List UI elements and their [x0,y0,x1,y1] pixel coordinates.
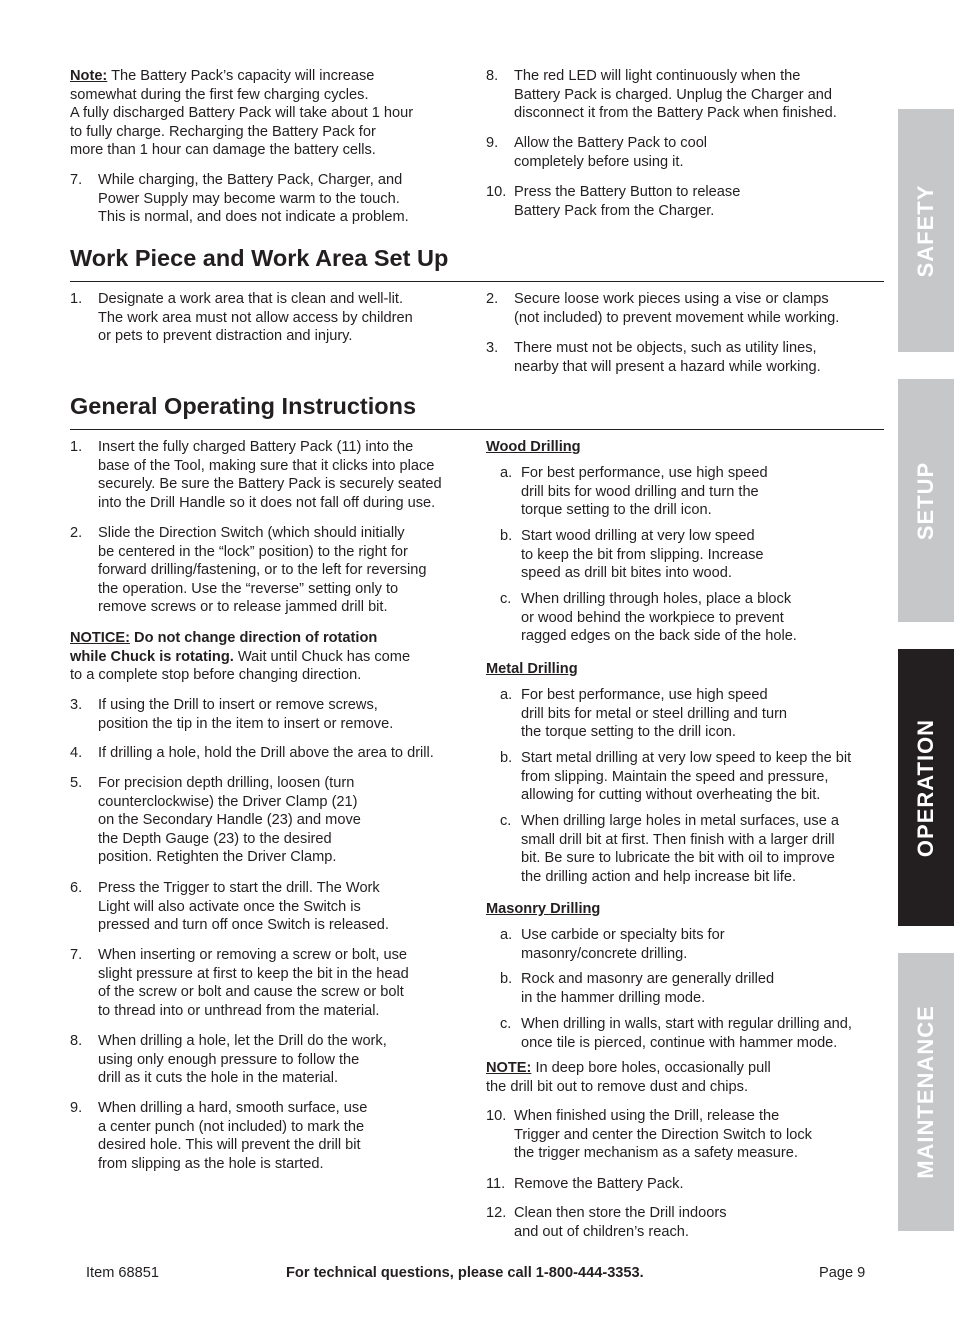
section-heading-work-area: Work Piece and Work Area Set Up [70,245,449,271]
item-number: 1. [70,439,83,455]
item-number: 3. [70,697,83,713]
item-number: 6. [70,880,83,896]
item-line: the Depth Gauge (23) to the desired [98,830,332,847]
tab-label: SAFETY [913,184,938,277]
item-line: masonry/concrete drilling. [521,945,688,962]
item-line: remove screws or to release jammed drill bit. [98,599,388,616]
item-letter: a. [500,687,513,703]
item-line: Press the Battery Button to release [514,184,741,200]
item-line: to thread into or unthread from the material. [98,1002,380,1019]
notice-line: to a complete stop before changing direction. [70,667,362,684]
section-divider [70,281,884,282]
item-line: Use carbide or specialty bits for [521,927,725,943]
footer-page-number: Page 9 [819,1265,866,1281]
item-number: 11. [486,1176,506,1192]
item-line: a center punch (not included) to mark the [98,1118,365,1135]
item-number: 3. [486,340,499,356]
item-line: Battery Pack from the Charger. [514,202,715,219]
item-line: Allow the Battery Pack to cool [514,135,708,151]
section-heading-general: General Operating Instructions [70,393,417,419]
item-letter: b. [500,971,513,987]
item-line: into the Drill Handle so it does not fall off during use. [98,494,436,511]
item-line: When drilling a hard, smooth surface, use [98,1100,368,1116]
subheading-masonry-drilling: Masonry Drilling [486,901,601,917]
note-line: In deep bore holes, occasionally pull [531,1060,771,1076]
item-number: 4. [70,745,83,761]
note-label: Note: [70,68,108,84]
item-line: When drilling through holes, place a block [521,591,792,607]
item-number: 9. [486,135,499,151]
item-number: 7. [70,947,83,963]
item-line: When drilling a hole, let the Drill do the work, [98,1033,387,1049]
note-deep-bore [486,1059,886,1096]
notice-line: Wait until Chuck has come [233,648,411,665]
item-line: Insert the fully charged Battery Pack (11) into the [98,439,414,455]
tab-maintenance[interactable] [898,953,954,1231]
item-line: There must not be objects, such as utility lines, [514,340,817,356]
item-number: 8. [486,68,499,84]
item-line: once tile is pierced, continue with hammer mode. [521,1034,838,1051]
item-number: 10. [486,184,507,200]
item-letter: c. [500,813,512,829]
item-line: counterclockwise) the Driver Clamp (21) [98,793,358,810]
tab-label: MAINTENANCE [913,1005,938,1179]
item-line: ragged edges on the back side of the hole. [521,628,797,645]
item-line: The work area must not allow access by children [98,309,413,326]
item-line: Trigger and center the Direction Switch to lock [514,1126,812,1143]
battery-note [70,67,470,160]
item-letter: a. [500,465,513,481]
item-line: Start wood drilling at very low speed [521,528,755,544]
tab-label: SETUP [913,461,938,540]
item-line: of the screw or bolt and cause the screw or bolt [98,984,404,1001]
notice-line: while Chuck is rotating. [70,648,234,665]
item-line: nearby that will present a hazard while working. [514,358,821,375]
item-letter: c. [500,1016,512,1032]
item-line: on the Secondary Handle (23) and move [98,812,361,829]
item-line: base of the Tool, making sure that it clicks into place [98,457,435,474]
note-line: the drill bit out to remove dust and chips. [486,1078,749,1095]
item-line: Light will also activate once the Switch is [98,898,361,915]
note-line: somewhat during the first few charging cycles. [70,86,369,103]
item-line: bit. Be sure to lubricate the bit with oil to improve [521,850,835,867]
item-line: When drilling large holes in metal surfaces, use a [521,813,839,829]
item-line: For best performance, use high speed [521,465,768,481]
item-line: the trigger mechanism as a safety measure. [514,1145,798,1162]
notice-line: Do not change direction of rotation [130,630,378,646]
item-line: the operation. Use the “reverse” setting only to [98,580,399,597]
tab-operation[interactable] [898,649,954,926]
item-line: or wood behind the workpiece to prevent [521,609,784,626]
item-line: speed as drill bit bites into wood. [521,565,732,582]
notice-block [70,629,470,685]
item-number: 2. [70,525,83,541]
item-line: Secure loose work pieces using a vise or clamps [514,291,829,307]
item-line: drill bits for wood drilling and turn the [521,483,759,500]
item-line: drill as it cuts the hole in the material. [98,1070,339,1087]
item-line: When finished using the Drill, release the [514,1108,780,1124]
item-line: or pets to prevent distraction and injury. [98,328,353,345]
item-line: Clean then store the Drill indoors [514,1205,727,1221]
item-line: Slide the Direction Switch (which should initially [98,525,405,541]
item-line: The red LED will light continuously when the [514,68,801,84]
item-line: securely. Be sure the Battery Pack is securely seated [98,476,442,493]
note-line: to fully charge. Recharging the Battery Pack for [70,123,376,140]
item-line: to keep the bit from slipping. Increase [521,546,764,563]
item-letter: b. [500,750,513,766]
item-line: desired hole. This will prevent the drill bit [98,1137,361,1154]
item-line: Remove the Battery Pack. [514,1176,684,1192]
item-line: forward drilling/fastening, or to the left for reversing [98,562,427,579]
item-line: from slipping. Maintain the speed and pressure, [521,768,829,785]
item-line: Designate a work area that is clean and well-lit. [98,291,404,307]
item-number: 9. [70,1100,83,1116]
item-line: For precision depth drilling, loosen (turn [98,775,355,791]
item-line: and out of children’s reach. [514,1223,689,1240]
footer-item-number: Item 68851 [86,1265,160,1281]
item-number: 2. [486,291,499,307]
item-line: pressed and turn off once Switch is released. [98,917,389,934]
item-line: allowing for cutting without overheating the bit. [521,787,821,804]
note-line: The Battery Pack’s capacity will increase [107,68,375,84]
item-line: torque setting to the drill icon. [521,502,712,519]
tab-setup[interactable] [898,379,954,622]
item-letter: c. [500,591,512,607]
item-number: 5. [70,775,83,791]
item-line: This is normal, and does not indicate a problem. [98,209,409,226]
item-line: the drilling action and help increase bit life. [521,868,797,885]
section-divider [70,429,884,430]
item-line: Press the Trigger to start the drill. The Work [98,880,380,896]
item-number: 8. [70,1033,83,1049]
tab-label: OPERATION [913,718,938,857]
item-line: in the hammer drilling mode. [521,989,706,1006]
item-line: While charging, the Battery Pack, Charger, and [98,172,403,188]
footer-phone: For technical questions, please call 1-800-444-3353. [286,1265,644,1281]
subheading-metal-drilling: Metal Drilling [486,661,578,677]
item-line: drill bits for metal or steel drilling and turn [521,705,788,722]
note-line: A fully discharged Battery Pack will take about 1 hour [70,105,414,122]
item-line: Start metal drilling at very low speed to keep the bit [521,750,852,766]
item-line: using only enough pressure to follow the [98,1051,360,1068]
item-line: When inserting or removing a screw or bolt, use [98,947,408,963]
item-letter: a. [500,927,513,943]
note-line: more than 1 hour can damage the battery cells. [70,142,376,159]
item-line: the torque setting to the drill icon. [521,724,736,741]
item-line: (not included) to prevent movement while working. [514,309,840,326]
item-line: If drilling a hole, hold the Drill above the area to drill. [98,745,434,761]
item-line: For best performance, use high speed [521,687,768,703]
item-line: When drilling in walls, start with regular drilling and, [521,1016,852,1032]
item-line: from slipping as the hole is started. [98,1155,324,1172]
item-number: 10. [486,1108,507,1124]
item-line: Power Supply may become warm to the touch. [98,190,400,207]
item-line: Battery Pack is charged. Unplug the Charger and [514,86,832,103]
notice-label: NOTICE: [70,630,130,646]
subheading-wood-drilling: Wood Drilling [486,439,581,455]
item-line: slight pressure at first to keep the bit in the head [98,965,409,982]
note-label: NOTE: [486,1060,532,1076]
item-line: small drill bit at first. Then finish with a larger drill [521,831,835,848]
item-number: 7. [70,172,83,188]
item-line: If using the Drill to insert or remove screws, [98,697,378,713]
item-line: position. Retighten the Driver Clamp. [98,849,337,866]
item-letter: b. [500,528,513,544]
item-number: 1. [70,291,83,307]
item-line: Rock and masonry are generally drilled [521,971,775,987]
item-number: 12. [486,1205,507,1221]
item-line: be centered in the “lock” position) to the right for [98,543,408,560]
item-line: position the tip in the item to insert or remove. [98,715,394,732]
tab-safety[interactable] [898,109,954,352]
item-line: completely before using it. [514,153,684,170]
item-line: disconnect it from the Battery Pack when finished. [514,105,837,122]
